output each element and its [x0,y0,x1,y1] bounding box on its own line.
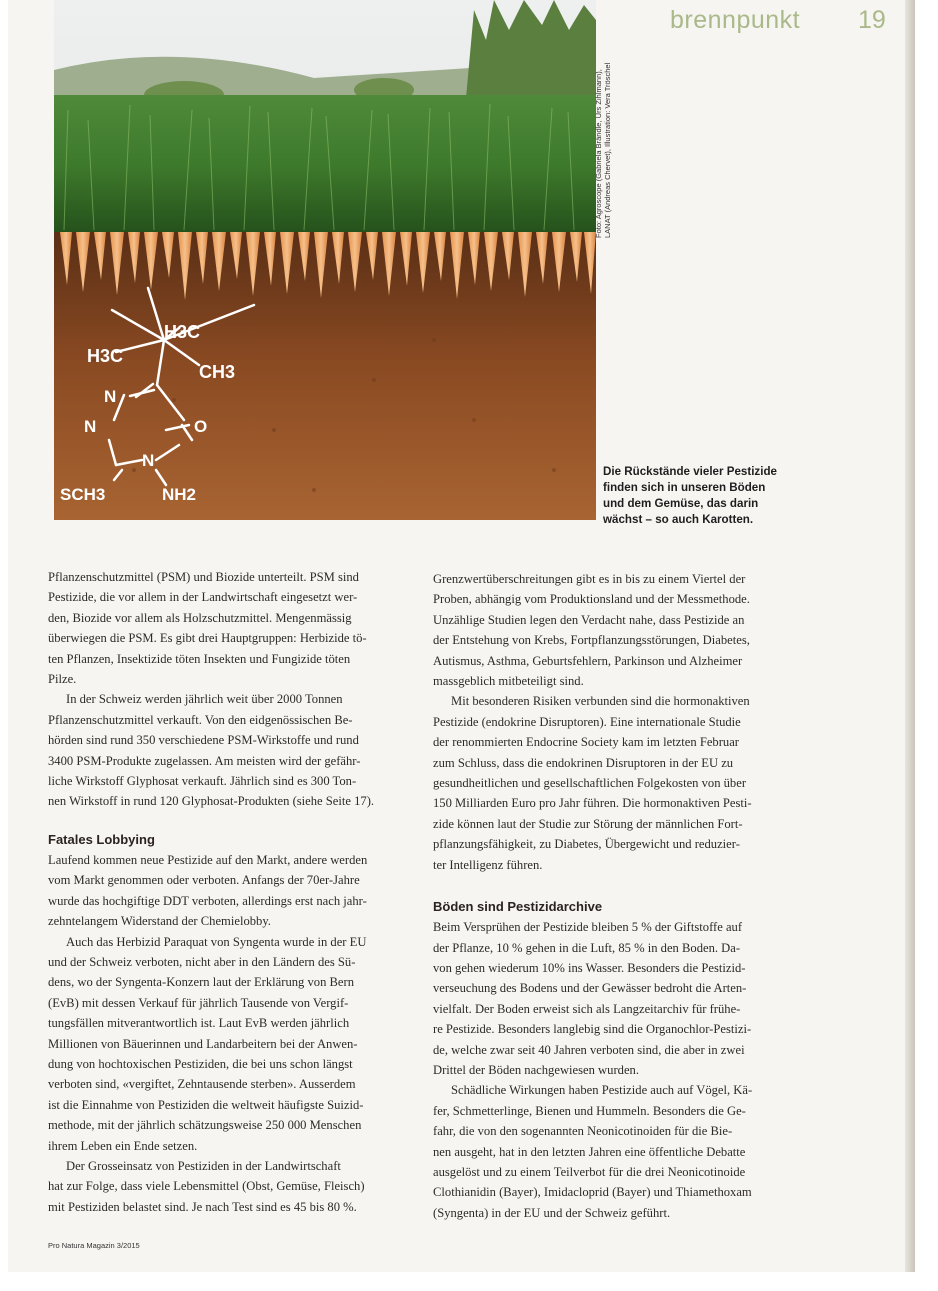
photo-credit [594,38,612,238]
section-label: brennpunkt [670,6,801,34]
label-ch3: CH3 [199,362,236,382]
scan-margin [0,1272,938,1291]
section-heading: Fatales Lobbying [48,831,155,847]
text-line: Clothianidin (Bayer), Imidacloprid (Bayer) und Thiamethoxam [433,1185,752,1200]
text-line: Pilze. [48,672,77,687]
text-line: nen Wirkstoff in rund 120 Glyphosat-Produkten (siehe Seite 17). [48,794,375,809]
text-line: ausgelöst und zu einem Teilverbot für die drei Neonicotinoide [433,1164,746,1179]
text-line: hörden sind rund 350 verschiedene PSM-Wirkstoffe und rund [48,733,359,748]
credit-line: Foto: Agroscope (Gabriela Brändle, Urs Zihlmann), [594,69,603,238]
text-line: fahr, die von den sogenannten Neonicotinoiden für die Bie- [433,1124,733,1139]
page-number: 19 [858,6,886,34]
section-heading: Böden sind Pestizidarchive [433,899,603,915]
text-line: Millionen von Bäuerinnen und Landarbeitern bei der Anwen- [48,1036,358,1051]
paragraph [48,850,416,932]
text-line: methode, mit der jährlich schätzungsweise 250 000 Menschen [48,1118,362,1133]
paragraph [48,1156,416,1217]
text-line: von gehen wiederum 10% ins Wasser. Besonders die Pestizid- [433,960,746,975]
text-line: zide können laut der Studie zur Störung der männlichen Fort- [433,816,743,831]
paragraph [48,932,416,1156]
text-line: Drittel der Böden nachgewiesen wurden. [433,1062,639,1077]
label-n-top: N [104,387,117,406]
text-line: 3400 PSM-Produkte zugelassen. Am meisten wird der gefähr- [48,753,361,768]
text-line: fer, Schmetterlinge, Bienen und Hummeln. Besonders die Ge- [433,1103,746,1118]
right-column [433,569,805,1223]
text-line: verseuchung des Bodens und der Gewässer bedroht die Arten- [433,981,747,996]
text-line: massgeblich mitbeteiligt sind. [433,674,584,689]
page-fold [905,0,915,1272]
text-line: ter Intelligenz führen. [433,857,543,872]
text-line: vom Markt genommen oder verboten. Anfangs der 70er-Jahre [48,873,360,888]
text-line: Auch das Herbizid Paraquat von Syngenta wurde in der EU [66,934,367,949]
credit-line: LANAT (Andreas Chervet), Illustration: Vera Tröschel [603,62,612,238]
text-line: den, Biozide vor allem als Holzschutzmittel. Mengenmässig [48,610,352,625]
text-line: gesundheitlichen und gesellschaftlichen Folgekosten von über [433,776,747,791]
paragraph [48,689,416,811]
page-footer: Pro Natura Magazin 3/2015 [48,1241,140,1250]
text-line: Unzählige Studien legen den Verdacht nahe, dass Pestizide an [433,612,745,627]
paragraph [433,569,805,691]
text-line: Autismus, Asthma, Geburtsfehlern, Parkinson und Alzheimer [433,653,743,668]
text-line: Beim Versprühen der Pestizide bleiben 5 % der Giftstoffe auf [433,920,743,935]
text-line: pflanzungsfähigkeit, zu Diabetes, Übergewicht und reduzier- [433,837,740,852]
spacer [48,812,416,830]
text-line: hat zur Folge, dass viele Lebensmittel (Obst, Gemüse, Fleisch) [48,1179,365,1194]
paragraph [433,691,805,875]
text-line: zehntelangem Widerstand der Chemielobby. [48,914,271,929]
text-line: Der Grosseinsatz von Pestiziden in der Landwirtschaft [66,1158,341,1173]
label-sch3: SCH3 [60,485,106,504]
text-line: Grenzwertüberschreitungen gibt es in bis zu einem Viertel der [433,572,746,586]
left-column [48,567,416,1217]
text-line: überwiegen die PSM. Es gibt drei Hauptgruppen: Herbizide tö- [48,631,367,646]
text-line: 150 Milliarden Euro pro Jahr führen. Die hormonaktiven Pesti- [433,796,752,811]
text-line: dung von hochtoxischen Pestiziden, die bei uns schon längst [48,1056,353,1071]
text-line: Schädliche Wirkungen haben Pestizide auch auf Vögel, Kä- [451,1083,753,1098]
photo-caption [603,464,803,528]
text-line: Pestizide, die vor allem in der Landwirtschaft eingesetzt wer- [48,590,358,605]
spacer [433,875,805,897]
text-line: Pflanzenschutzmittel (PSM) und Biozide unterteilt. PSM sind [48,570,359,584]
paragraph [48,567,416,689]
caption-line: Die Rückstände vieler Pestizide [603,465,777,478]
text-line: vielfalt. Der Boden erweist sich als Langzeitarchiv für frühe- [433,1001,741,1016]
text-line: zum Schluss, dass die endokrinen Disruptoren in der EU zu [433,755,734,770]
label-n-mid: N [142,451,155,470]
text-line: Proben, abhängig vom Produktionsland und der Messmethode. [433,592,750,607]
label-nh2: NH2 [162,485,197,504]
text-line: (Syngenta) in der EU und der Schweiz geführt. [433,1205,671,1220]
label-h3c-top: H3C [164,322,201,342]
label-h3c-left: H3C [87,346,124,366]
text-line: ten Pflanzen, Insektizide töten Insekten und Fungizide töten [48,651,351,666]
text-line: In der Schweiz werden jährlich weit über 2000 Tonnen [66,692,343,707]
text-line: Mit besonderen Risiken verbunden sind die hormonaktiven [451,694,750,709]
text-line: der Entstehung von Krebs, Fortpflanzungsstörungen, Diabetes, [433,633,750,648]
text-line: tungsfällen mitverantwortlich ist. Laut EvB werden jährlich [48,1016,350,1031]
text-line: ihrem Leben ein Ende setzen. [48,1138,198,1153]
paragraph [433,917,805,1080]
text-line: de, welche zwar seit 40 Jahren verboten sind, die aber in zwei [433,1042,745,1057]
text-line: (EvB) mit dessen Verkauf für jährlich Tausende von Vergif- [48,995,349,1010]
text-line: liche Wirkstoff Glyphosat verkauft. Jährlich sind es 300 Ton- [48,774,357,789]
text-line: re Pestizide. Besonders langlebig sind die Organochlor-Pestizi- [433,1022,752,1037]
carrot-field-photo [54,0,596,520]
text-line: dens, wo der Syngenta-Konzern laut der Erklärung von Bern [48,975,355,990]
caption-line: wächst – so auch Karotten. [603,513,754,526]
text-line: der renommierten Endocrine Society kam im letzten Februar [433,735,739,750]
label-n-left: N [84,417,97,436]
text-line: Pestizide (endokrine Disruptoren). Eine internationale Studie [433,714,741,729]
text-line: Pflanzenschutzmittel verkauft. Von den eidgenössischen Be- [48,712,353,727]
text-line: mit Pestiziden belastet sind. Je nach Test sind es 45 bis 80 %. [48,1199,357,1214]
caption-line: finden sich in unseren Böden [603,481,766,494]
caption-line: und dem Gemüse, das darin [603,497,759,510]
label-o: O [194,417,208,436]
text-line: der Pflanze, 10 % gehen in die Luft, 85 % in den Boden. Da- [433,940,741,955]
text-line: ist die Einnahme von Pestiziden die weltweit häufigste Suizid- [48,1097,364,1112]
text-line: und der Schweiz verboten, nicht aber in den Ländern des Sü- [48,954,356,969]
text-line: verboten sind, «vergiftet, Zehntausende sterben». Ausserdem [48,1077,356,1092]
text-line: wurde das hochgiftige DDT verboten, allerdings erst nach jahr- [48,893,367,908]
paragraph [433,1080,805,1223]
text-line: Laufend kommen neue Pestizide auf den Markt, andere werden [48,852,368,867]
text-line: nen ausgeht, hat in den letzten Jahren eine öffentliche Debatte [433,1144,746,1159]
